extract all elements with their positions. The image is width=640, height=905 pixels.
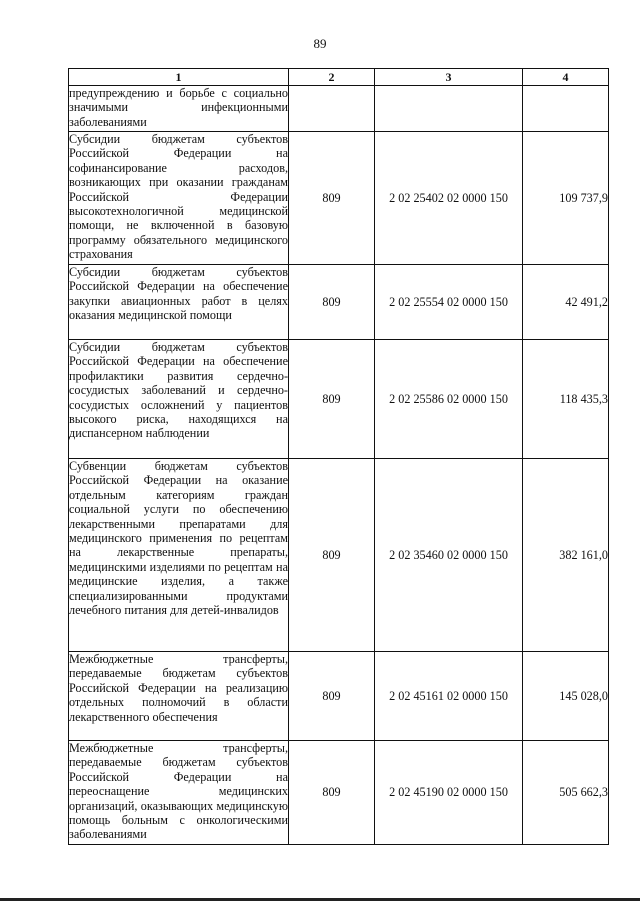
row-description: Межбюджетные трансферты, передаваемые бюджетам субъектов Российской Федерации на реализацию отдельных полномочий в области лекарственного обеспечения xyxy=(69,652,289,741)
column-header-1: 1 xyxy=(69,69,289,86)
table-row xyxy=(69,265,609,340)
row-amount: 382 161,0 xyxy=(523,459,609,652)
row-description: Субвенции бюджетам субъектов Российской Федерации на оказание отдельным категориям граждан социальной услуги по обеспечению лекарственными препаратами для медицинского применения по рецептам на лекарственные препараты, медицинскими изделиями по рецептам на медицинские изделия, а также специализированными продуктами лечебного питания для детей-инвалидов xyxy=(69,459,289,652)
column-header-3: 3 xyxy=(375,69,523,86)
row-description: Межбюджетные трансферты, передаваемые бюджетам субъектов Российской Федерации на переоснащение медицинских организаций, оказывающих медицинскую помощь больным с онкологическими заболеваниями xyxy=(69,741,289,845)
row-description: Субсидии бюджетам субъектов Российской Федерации на обеспечение профилактики развития сердечно-сосудистых заболеваний и сердечно-сосудистых осложнений у пациентов высокого риска, находящихся на диспансерном наблюдении xyxy=(69,340,289,459)
row-admin-code: 809 xyxy=(289,652,375,741)
table-row xyxy=(69,652,609,741)
row-admin-code: 809 xyxy=(289,340,375,459)
column-header-4: 4 xyxy=(523,69,609,86)
row-admin-code xyxy=(289,86,375,132)
table-row xyxy=(69,132,609,265)
row-budget-code: 2 02 45161 02 0000 150 xyxy=(375,652,523,741)
column-header-2: 2 xyxy=(289,69,375,86)
row-description: Субсидии бюджетам субъектов Российской Федерации на обеспечение закупки авиационных работ в целях оказания медицинской помощи xyxy=(69,265,289,340)
row-admin-code: 809 xyxy=(289,741,375,845)
table-row xyxy=(69,459,609,652)
row-budget-code: 2 02 35460 02 0000 150 xyxy=(375,459,523,652)
row-description: Субсидии бюджетам субъектов Российской Федерации на софинансирование расходов, возникающих при оказании гражданам Российской Федерации высокотехнологичной медицинской помощи, не включенной в базовую программу обязательного медицинского страхования xyxy=(69,132,289,265)
row-amount: 145 028,0 xyxy=(523,652,609,741)
row-budget-code xyxy=(375,86,523,132)
row-amount: 118 435,3 xyxy=(523,340,609,459)
row-budget-code: 2 02 25402 02 0000 150 xyxy=(375,132,523,265)
row-budget-code: 2 02 25586 02 0000 150 xyxy=(375,340,523,459)
row-amount xyxy=(523,86,609,132)
row-amount: 42 491,2 xyxy=(523,265,609,340)
row-budget-code: 2 02 45190 02 0000 150 xyxy=(375,741,523,845)
row-admin-code: 809 xyxy=(289,265,375,340)
table-row xyxy=(69,340,609,459)
table-row xyxy=(69,741,609,845)
page-number: 89 xyxy=(313,36,327,51)
table-header-row xyxy=(69,69,609,86)
row-description: предупреждению и борьбе с социально значимыми инфекционными заболеваниями xyxy=(69,86,289,132)
budget-table xyxy=(68,68,609,845)
row-admin-code: 809 xyxy=(289,459,375,652)
row-budget-code: 2 02 25554 02 0000 150 xyxy=(375,265,523,340)
row-amount: 109 737,9 xyxy=(523,132,609,265)
row-admin-code: 809 xyxy=(289,132,375,265)
scan-edge-line xyxy=(0,898,640,901)
table-row xyxy=(69,86,609,132)
row-amount: 505 662,3 xyxy=(523,741,609,845)
